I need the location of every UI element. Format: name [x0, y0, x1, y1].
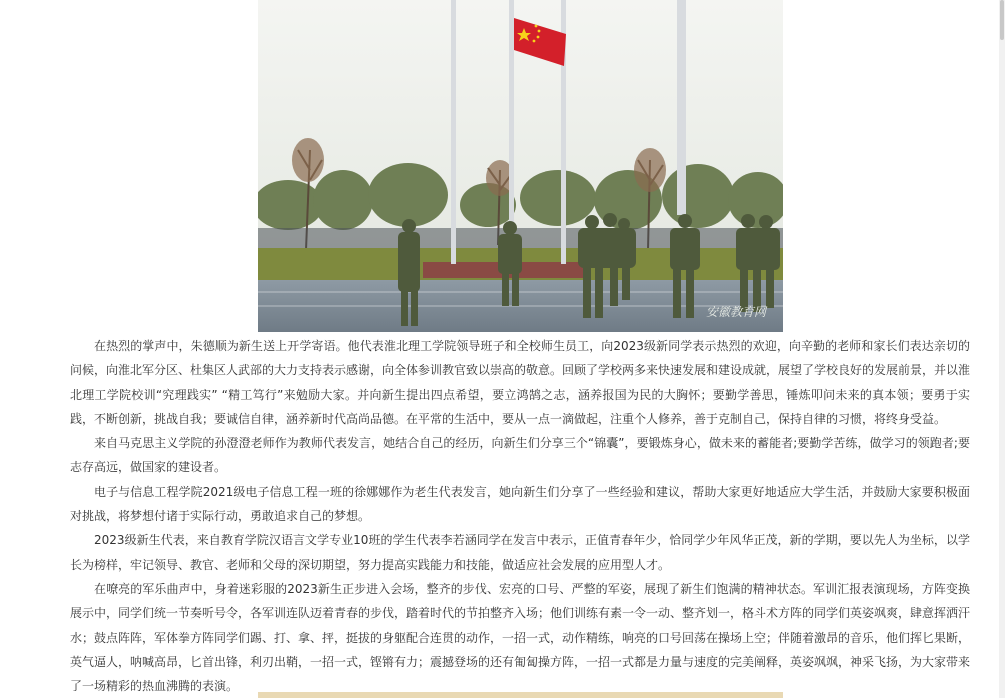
paragraph-teacher-speech: 来自马克思主义学院的孙澄澄老师作为教师代表发言，她结合自己的经历，向新生们分享三个“锦囊”，要锻炼身心，做未来的蓄能者;要勤学苦练，做学习的领跑者;要志存高远，做国家的建设者。 [70, 436, 970, 475]
photo-watermark: 安徽教育网 [706, 305, 767, 319]
scrollbar-thumb[interactable] [1000, 0, 1004, 40]
paragraph-welcome-speech: 在热烈的掌声中，朱德顺为新生送上开学寄语。他代表淮北理工学院领导班子和全校师生员工，向2023级新同学表示热烈的欢迎，向辛勤的老师和家长们表达亲切的问候，向淮北军分区、杜集区人武部的大力支持表示感谢，向全体参训教官致以崇高的敬意。回顾了学校两多来快速发展和建设成就，展望了学校良好的发展前景，并以淮北理工学院校训“究理践实” “精工笃行”来勉励大家。并向新生提出四点希望，要立鸿鹄之志，涵养报国为民的大胸怀；要勤学善思，锤炼叩问未来的真本领；要勇于实践，不断创新，挑战自我；要诚信自律，涵养新时代高尚品德。在平常的生活中，要从一点一滴做起，注重个人修养，善于克制自己，保持自律的习惯，将终身受益。 [70, 339, 971, 426]
paragraph-freshman-speech: 2023级新生代表，来自教育学院汉语言文学专业10班的学生代表李若涵同学在发言中表示，正值青春年少，恰同学少年风华正茂，新的学期，要以先人为坐标，以学长为榜样，牢记领导、教官、老师和父母的深切期望，努力提高实践能力和技能，做适应社会发展的应用型人才。 [70, 533, 970, 572]
paragraph-senior-student-speech: 电子与信息工程学院2021级电子信息工程一班的徐娜娜作为老生代表发言，她向新生们分享了一些经验和建议，帮助大家更好地适应大学生活，并鼓励大家要积极面对挑战，将梦想付诸于实际行动，勇敢追求自己的梦想。 [70, 484, 970, 524]
next-photo [258, 692, 783, 698]
article-body [70, 334, 970, 698]
paragraph-military-performance: 在嘹亮的军乐曲声中，身着迷彩服的2023新生正步进入会场，整齐的步伐、宏亮的口号、严整的军姿，展现了新生们饱满的精神状态。军训汇报表演现场，方阵变换展示中，同学们统一节奏听号令，各军训连队迈着青春的步伐，踏着时代的节拍整齐入场；他们训练有素一令一动、整齐划一，格斗术方阵的同学们英姿飒爽，肆意挥洒汗水；鼓点阵阵，军体拳方阵同学们踢、打、拿、抨，挺拔的身躯配合连贯的动作，一招一式，动作精练，响亮的口号回荡在操场上空；伴随着激昂的音乐，他们挥匕果断，英气逼人，呐喊高昂，匕首出锋，利刃出鞘，一招一式，铿锵有力；震撼登场的还有匍匐操方阵，一招一式都是力量与速度的完美阐释，英姿飒飒，神采飞扬，为大家带来了一场精彩的热血沸腾的表演。 [70, 581, 971, 694]
flag-raising-photo [258, 0, 783, 332]
page-scrollbar[interactable] [999, 0, 1005, 698]
